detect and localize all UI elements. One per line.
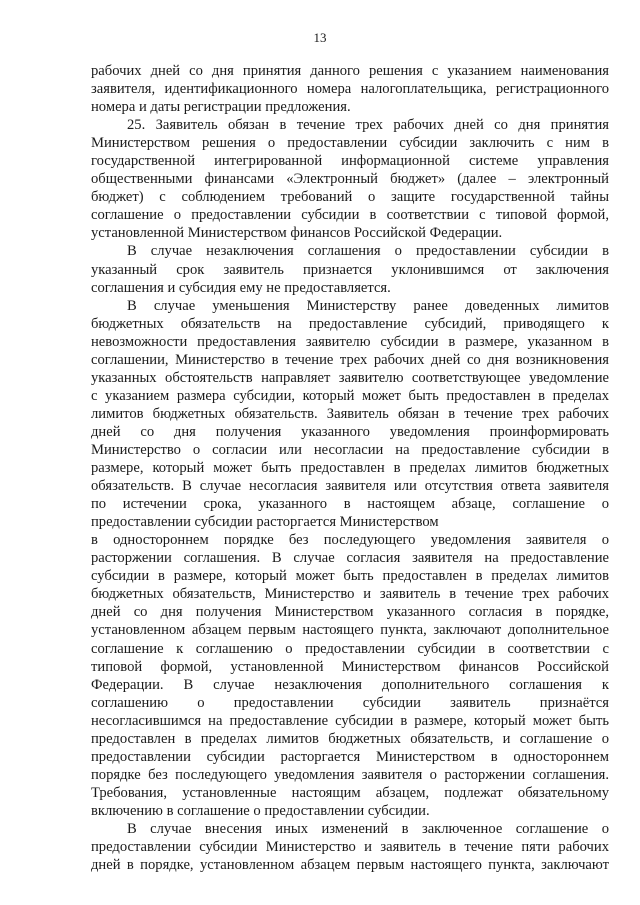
text-line: установленной Министерством финансов Российской Федерации. bbox=[91, 225, 503, 242]
text-line: размере, который может быть предоставлен в пределах лимитов бюджетных bbox=[91, 460, 609, 477]
text-line: в одностороннем порядке без последующего уведомления заявителя о bbox=[91, 532, 609, 549]
text-line: В случае внесения иных изменений в заключенное соглашение о bbox=[127, 820, 609, 837]
text-line: предоставлении субсидии Министерство и заявитель в течение пяти рабочих bbox=[91, 839, 609, 856]
text-line: обязательств. В случае несогласия заявителя или отсутствия ответа заявителя bbox=[91, 478, 609, 495]
text-line: дней в порядке, установленном абзацем первым настоящего пункта, заключают bbox=[91, 857, 609, 874]
text-line: предоставлении субсидии расторгается Министерством в одностороннем bbox=[91, 748, 609, 765]
text-line: предоставлен в пределах лимитов бюджетных обязательств, и соглашение о bbox=[91, 730, 609, 747]
text-line: расторжении соглашения. В случае согласия заявителя на предоставление bbox=[91, 550, 609, 567]
text-line: заявителя, идентификационного номера налогоплательщика, регистрационного bbox=[91, 81, 609, 98]
text-line: Министерство о согласии или несогласии на предоставление субсидии в bbox=[91, 441, 609, 458]
text-line: установленном абзацем первым настоящего пункта, заключают дополнительное bbox=[91, 622, 609, 639]
text-line: номера и даты регистрации предложения. bbox=[91, 99, 351, 116]
text-line: субсидии в размере, который может быть предоставлен в пределах лимитов bbox=[91, 568, 609, 585]
text-line: предоставлении субсидии расторгается Министерством bbox=[91, 514, 439, 531]
text-line: несогласившимся на предоставление субсидии в размере, который может быть bbox=[91, 712, 609, 729]
text-line: бюджетных обязательств на предоставление субсидий, приводящего к bbox=[91, 315, 609, 332]
text-line: указанных обстоятельств направляет заявителю соответствующее уведомление bbox=[91, 369, 609, 386]
page-number: 13 bbox=[313, 30, 327, 45]
text-line: государственной интегрированной информационной системе управления bbox=[91, 153, 609, 170]
text-line: дней со дня получения Министерством указанного согласия в порядке, bbox=[91, 604, 609, 621]
text-line: общественными финансами «Электронный бюджет» (далее – электронный bbox=[91, 171, 609, 188]
text-line: порядке без последующего уведомления заявителя о расторжении соглашения. bbox=[91, 766, 609, 783]
text-line: соглашения и субсидия ему не предоставляется. bbox=[91, 279, 391, 296]
text-line: В случае незаключения соглашения о предоставлении субсидии в bbox=[127, 243, 609, 260]
text-line: с указанием размера субсидии, который может быть предоставлен в пределах bbox=[91, 387, 609, 404]
text-line: указанный срок заявитель признается уклонившимся от заключения bbox=[91, 261, 609, 278]
text-line: бюджет) с соблюдением требований о защите государственной тайны bbox=[91, 189, 609, 206]
text-line: Министерством решения о предоставлении субсидии заключить с ним в bbox=[91, 135, 609, 152]
text-line: невозможности предоставления заявителю субсидии в размере, указанном в bbox=[91, 333, 609, 350]
document-body bbox=[91, 62, 609, 874]
text-line: В случае уменьшения Министерству ранее доведенных лимитов bbox=[127, 297, 609, 314]
text-line: соглашению о предоставлении субсидии заявитель признаётся bbox=[91, 694, 609, 711]
text-line: Федерации. В случае незаключения дополнительного соглашения к bbox=[91, 676, 609, 693]
text-line: соглашение к соглашению о предоставлении субсидии в соответствии с bbox=[91, 640, 609, 657]
text-line: лимитов бюджетных обязательств. Заявитель обязан в течение трех рабочих bbox=[91, 405, 609, 422]
text-line: соглашение о предоставлении субсидии в соответствии с типовой формой, bbox=[91, 207, 609, 224]
text-line: соглашении, Министерство в течение трех рабочих дней со дня возникновения bbox=[91, 351, 609, 368]
text-line: дней со дня получения указанного уведомления проинформировать bbox=[91, 423, 609, 440]
text-line: Требования, установленные настоящим абзацем, подлежат обязательному bbox=[91, 784, 609, 801]
text-line: по истечении срока, указанного в настоящем абзаце, соглашение о bbox=[91, 496, 609, 513]
text-line: рабочих дней со дня принятия данного решения с указанием наименования bbox=[91, 63, 609, 79]
text-line: 25. Заявитель обязан в течение трех рабочих дней со дня принятия bbox=[127, 117, 609, 134]
text-line: типовой формой, установленной Министерством финансов Российской bbox=[91, 658, 609, 675]
text-line: включению в соглашение о предоставлении субсидии. bbox=[91, 802, 430, 819]
text-line: бюджетных обязательств, Министерство и заявитель в течение трех рабочих bbox=[91, 586, 609, 603]
